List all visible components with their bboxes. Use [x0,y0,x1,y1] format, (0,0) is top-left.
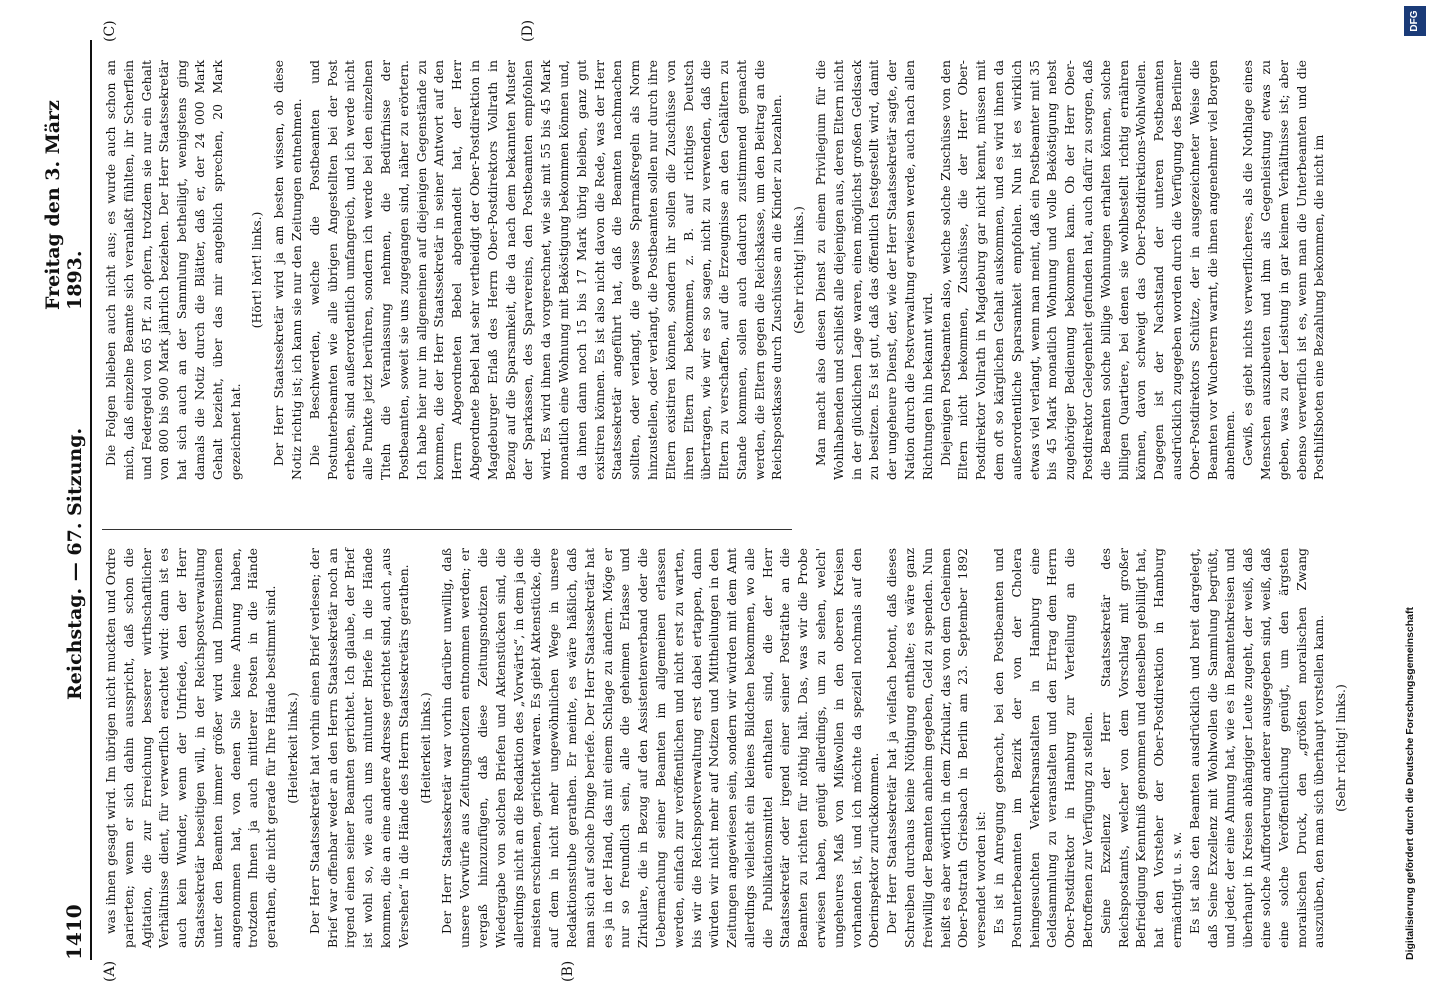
paragraph: Der Herr Staatssekretär war vorhin darüber unwillig, daß unsere Vorwürfe aus Zeitungsnotizen entnommen werden; er vergaß hinzuzufügen, daß diese Zeitungsnotizen die Wiedergabe von solchen Briefen und Aktenstücken sind, die allerdings nicht an die Redaktion des „Vorwärts“, in dem ja die meisten erschienen, gerichtet waren. Es giebt Aktenstücke, die auf dem in nicht mehr ungewöhnlichen Wege in unsere Redaktionsstube gerathen. Er meinte, es wäre häßlich, daß man sich auf solche Dinge beriefe. Der Herr Staatssekretär hat es ja in der Hand, das mit einem Schlage zu ändern. Möge er nur so freundlich sein, alle die geheimen Erlasse und Zirkulare, die in Bezug auf den Assistentenverband oder die Uebermachung seiner Beamten im allgemeinen erlassen werden, einfach zur veröffentlichen und nicht erst zu warten, bis wir die Reichspostverwaltung erst dabei ertappen, dann würden wir nicht mehr auf Notizen und Mittheilungen in den Zeitungen angewiesen sein, sondern wir würden mit dem Amt allerdings vielleicht ein kleines Bildchen bekommen, wo alle die Publikationsmittel enthalten sind, die der Herr Staatssekretär oder irgend einer seiner Posträthe an die Beamten zu richten für nöthig hält. Das, was wir die Probe erwiesen haben, genügt allerdings, um zu sehen, welch' ungeheures Maß von Mißwollen in den oberen Kreisen vorhanden ist, und ich möchte da speziell nochmals auf den Oberinspektor zurückkommen. [439,548,882,948]
paragraph: Man macht also diesen Dienst zu einem Privilegium für die Wohlhabenden und schließt alle diejenigen aus, deren Eltern nicht in der glücklichen Lage waren, einen möglichst großen Geldsack zu besitzen. Es ist gut, daß das öffentlich festgestellt wird, damit der ungeheure Dienst, der, wie der Herr Staatssekretär sagte, der Nation durch die Postverwaltung erwiesen werde, auch nach allen Richtungen hin bekannt wird. [813,60,935,480]
margin-mark-c: (C) [102,20,118,42]
margin-mark-a: (A) [102,960,118,982]
margin-mark-b: (B) [560,960,576,982]
right-text-column [102,60,1327,480]
paragraph: Diejenigen Postbeamten also, welche solche Zuschüsse von den Eltern nicht bekommen, Zuschüsse, die der Herr Ober-Postdirektor Vollrath in Magdeburg gar nicht kennt, müssen mit dem oft so kärglichen Gehalt auskommen, und es wird ihnen da außerordentliche Sparsamkeit empfohlen. Nun ist es wirklich etwas viel verlangt, wenn man meint, daß ein Postbeamter mit 35 bis 45 Mark monatlich Wohnung und volle Beköstigung nebst zugehöriger Bedienung bekommen kann. Ob der Herr Ober-Postdirektor Gelegenheit gefunden hat, auch dafür zu sorgen, daß die Beamten solche billige Wohnungen erhalten können, solche billigen Quartiere, bei denen sie wohlbestellt richtig ernähren können, davon schweigt das Ober-Postdirektions-Wohlwollen. Dagegen ist der Nachstand der unteren Postbeamten ausdrücklich zugegeben worden durch die Verfügung des Berliner Ober-Postdirektors Schütze, der in ausgezeichneter Weise die Beamten vor Wucherern warnt, die ihnen angenehmer viel Borgen abnehmen. [937,60,1238,480]
interjection: (Sehr richtig! links.) [791,206,807,334]
left-text-column [102,548,1349,948]
paragraph: Es ist also den Beamten ausdrücklich und breit dargelegt, daß Seine Exzellenz mit Wohlwollen die Sammlung begrüßt, und jeder, der eine Ahnung hat, wie es in Beamtenkreisen und überhaupt in Kreisen abhängiger Leute zugeht, der weiß, daß eine solche Aufforderung anderer ausgegeben sind, weiß, daß eine solche Veröffentlichung genügt, um den ärgsten moralischen Druck, den „größten moralischen Zwang auszuüben, den man sich überhaupt vorstellen kann. [1186,548,1327,948]
interjection: (Heiterkeit links.) [284,692,300,804]
interjection: (Heiterkeit links.) [417,692,433,804]
digitization-credit-text: Digitalisierung gefördert durch die Deutsche Forschungsgemeinschaft [1404,607,1416,960]
digitization-credit [1404,40,1424,960]
header-date: Freitag den 3. März 1893. [42,100,86,310]
paragraph: Gewiß, es giebt nichts verwerflicheres, als die Nothlage eines Menschen auszubeuten und ihm als Gegenleistung etwas zu geben, was zu der Leistung in gar keinem Verhältnisse ist; aber ebenso verwerflich ist es, wenn man die Unterbeamten und die Posthilfsboten eine Bezahlung bekommen, die nicht im [1240,60,1327,480]
interjection: (Hört! hört! links.) [249,211,265,329]
interjection: (Sehr richtig! links.) [1333,684,1349,812]
paragraph: Die Beschwerden, welche die Postbeamten und Postunterbeamten wie alle übrigen Angestellten bei der Post erheben, sind außerordentlich umfangreich, und ich werde nicht alle Punkte jetzt berühren, sondern ich werde bei den einzelnen Titeln die Veranlassung nehmen, die Bedürfnisse der Postbeamten, soweit sie uns zugegangen sind, näher zu erörtern. Ich habe hier nur im allgemeinen auf diejenigen Gegenstände zu kommen, die der Herr Staatssekretär in seiner Antwort auf den Herrn Abgeordneten Bebel abgehandelt hat, der Herr Abgeordnete Bebel hat sehr vertheidigt der Ober-Postdirektion in Magdeburger Erlaß des Herrn Ober-Postdirektors Vollrath in Bezug auf die Sparsamkeit, die da nach dem bekannten Muster der Sparkassen, des Sparvereins, den Postbeamten empfohlen wird. Es wird ihnen da vorgerechnet, wie sie mit 55 bis 45 Mark monatlich eine Wohnung mit Beköstigung bekommen können und, da ihnen dann noch 15 bis 17 Mark übrig bleiben, ganz gut existiren können. Es ist also nicht davon die Rede, was der Herr Staatssekretär angeführt hat, daß die Beamten nachmachen sollten, oder verlangt, die gewisse Sparmaßregeln als Norm hinzustellen, oder verlangt, die Postbeamten sollen nur durch ihre Eltern existiren können, sondern ihr sollen die Zuschüsse von ihren Eltern zu bekommen, z. B. auf richtiges Deutsch übertragen, wie wir es so sagen, nicht zu verwenden, daß die Eltern zu verschaffen, auf die Erzeugnisse an den Gehältern zu Stande kommen, sollen auch dadurch zustimmend gemacht werden, die Eltern gegen die Reichskasse, um den Beitrag an die Reichspostkasse durch Zuschüsse an die Kinder zu bezahlen. [306,60,785,480]
paragraph: Seine Exzellenz der Herr Staatssekretär des Reichspostamts, welcher von dem Vorschlag mit großer Befriedigung Kenntniß genommen und denselben gebilligt hat, hat den Vorsteher der Ober-Postdirektion in Hamburg ermächtigt u. s. w. [1097,548,1185,948]
header-session: Reichstag. — 67. Sitzung. [64,427,86,700]
paragraph: was ihnen gesagt wird. Im übrigen nicht muckten und Ordre parierten; wenn er sich dahin ausspricht, daß schon die Agitation, die zur Erreichung besserer wirthschaftlicher Verhältnisse dient, für verwerflich erachtet wird: dann ist es auch kein Wunder, wenn der Unfriede, den der Herr Staatssekretär beseitigen will, in der Reichspostverwaltung unter den Beamten immer größer wird und Dimensionen angenommen hat, von denen Sie keine Ahnung haben, trotzdem Ihnen ja auch mittlerer Posten in die Hände gerathen, die nicht gerade für Ihre Hände bestimmt sind. [103,548,279,948]
paragraph: Der Herr Staatssekretär hat ja vielfach betont, daß dieses Schreiben durchaus keine Nöthigung enthalte; es wäre ganz freiwillig der Beamten anheim gegeben, Geld zu spenden. Nun heißt es aber wörtlich in dem Zirkular, das von dem Geheimen Ober-Postrath Griesbach in Berlin am 23. September 1892 versendet worden ist: [884,548,989,948]
margin-mark-d: (D) [520,19,536,42]
page-header [42,40,92,960]
dfg-logo [1404,6,1426,36]
dfg-logo-text: DFG [1409,10,1420,32]
page-number: 1410 [62,904,86,960]
paragraph: Die Folgen blieben auch nicht aus; es wurde auch schon an mich, daß einzelne Beamte sich veranlaßt fühlten, ihr Scherflein und Federgeld von 65 Pf. zu opfern, trotzdem sie nur ein Gehalt von 800 bis 900 Mark jährlich beziehen. Der Herr Staatssekretär hat sich auch an der Sammlung betheiligt, wenigstens ging damals die Notiz durch die Blätter, daß er, der 24 000 Mark Gehalt bezieht, über das mir angeblich sprechen, 20 Mark gezeichnet hat. [103,60,243,480]
paragraph: Es ist in Anregung gebracht, bei den Postbeamten und Postunterbeamten im Bezirk der von der Cholera heimgesuchten Verkehrsanstalten in Hamburg eine Geldsammlung zu veranstalten und den Ertrag dem Herrn Ober-Postdirektor in Hamburg zur Verteilung an die Betroffenen zur Verfügung zu stellen. [991,548,1096,948]
paragraph: Der Herr Staatssekretär wird ja am besten wissen, ob diese Notiz richtig ist; ich kann sie nur den Zeitungen entnehmen. [271,60,304,480]
paragraph: Der Herr Staatssekretär hat vorhin einen Brief verlesen; der Brief war offenbar weder an den Herrn Staatssekretär noch an irgend einen seiner Beamten gerichtet. Ich glaube, der Brief ist wohl so, wie auch uns mitunter Briefe in die Hände kommen, die an eine andere Adresse gerichtet sind, auch „aus Versehen“ in die Hände des Herrn Staatssekretärs gerathen. [306,548,411,948]
column-divider [102,529,792,530]
